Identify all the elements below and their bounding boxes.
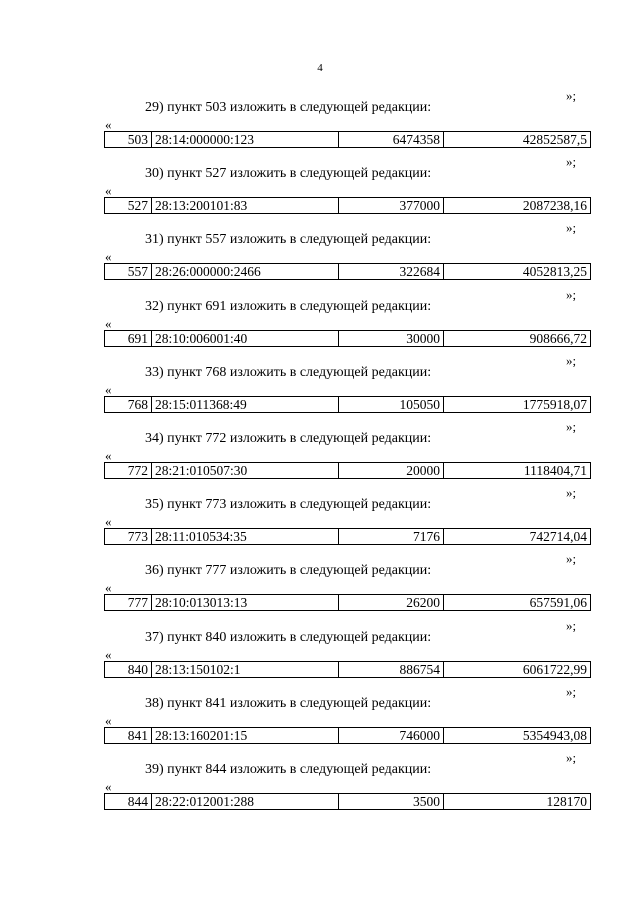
closing-quote: »; (566, 750, 577, 765)
area-cell: 30000 (339, 330, 444, 346)
amendment-table (104, 396, 591, 413)
amendment-item (0, 88, 640, 154)
amendment-table (104, 197, 591, 214)
value-cell: 4052813,25 (444, 264, 591, 280)
amendment-heading: 32) пункт 691 изложить в следующей редакции: (145, 298, 432, 314)
value-cell: 908666,72 (444, 330, 591, 346)
table-row (105, 463, 591, 479)
amendment-item (0, 618, 640, 684)
amendment-heading: 35) пункт 773 изложить в следующей редакции: (145, 497, 432, 513)
value-cell: 42852587,5 (444, 132, 591, 148)
item-number-cell: 840 (105, 661, 152, 677)
cadastral-number-cell: 28:21:010507:30 (152, 463, 339, 479)
amendment-item (0, 485, 640, 551)
opening-quote: « (105, 712, 112, 728)
area-cell: 322684 (339, 264, 444, 280)
closing-quote: »; (566, 683, 577, 699)
closing-quote: »; (566, 352, 577, 368)
value-cell: 657591,06 (444, 595, 591, 611)
page-number: 4 (317, 62, 323, 74)
table-row (105, 132, 591, 148)
table-row (105, 661, 591, 677)
opening-quote: « (105, 646, 112, 662)
table-row (105, 595, 591, 611)
opening-quote: « (105, 381, 112, 397)
item-number-cell: 772 (105, 463, 152, 479)
amendment-table (104, 661, 591, 678)
amendment-item (0, 684, 640, 750)
amendment-table (104, 594, 591, 611)
amendment-item (0, 287, 640, 353)
cadastral-number-cell: 28:13:150102:1 (152, 661, 339, 677)
amendment-heading: 38) пункт 841 изложить в следующей редакции: (145, 695, 432, 711)
cadastral-number-cell: 28:26:000000:2466 (152, 264, 339, 280)
area-cell: 746000 (339, 727, 444, 743)
opening-quote: « (105, 315, 112, 331)
amendment-item (0, 551, 640, 617)
amendment-heading: 36) пункт 777 изложить в следующей редакции: (145, 563, 432, 579)
cadastral-number-cell: 28:13:200101:83 (152, 198, 339, 214)
value-cell: 2087238,16 (444, 198, 591, 214)
area-cell: 886754 (339, 661, 444, 677)
amendment-item (0, 353, 640, 419)
closing-quote: »; (566, 551, 577, 567)
table-row (105, 727, 591, 743)
closing-quote: »; (566, 419, 577, 434)
closing-quote: »; (566, 485, 577, 501)
amendment-heading: 39) пункт 844 изложить в следующей редакции: (145, 762, 432, 777)
closing-quote: »; (566, 154, 577, 170)
area-cell: 26200 (339, 595, 444, 611)
item-number-cell: 844 (105, 794, 152, 810)
cadastral-number-cell: 28:13:160201:15 (152, 727, 339, 743)
opening-quote: « (105, 183, 112, 199)
item-number-cell: 768 (105, 396, 152, 412)
cadastral-number-cell: 28:22:012001:288 (152, 794, 339, 810)
amendment-heading: 33) пункт 768 изложить в следующей редакции: (145, 364, 432, 380)
opening-quote: « (105, 779, 112, 794)
table-row (105, 794, 591, 810)
opening-quote: « (105, 249, 112, 265)
amendment-heading: 29) пункт 503 изложить в следующей редакции: (145, 100, 432, 115)
opening-quote: « (105, 117, 112, 132)
area-cell: 20000 (339, 463, 444, 479)
value-cell: 742714,04 (444, 529, 591, 545)
cadastral-number-cell: 28:14:000000:123 (152, 132, 339, 148)
table-row (105, 198, 591, 214)
closing-quote: »; (566, 617, 577, 633)
amendment-table (104, 263, 591, 280)
area-cell: 377000 (339, 198, 444, 214)
amendment-table (104, 793, 591, 810)
amendment-heading: 31) пункт 557 изложить в следующей редакции: (145, 232, 432, 248)
value-cell: 1118404,71 (444, 463, 591, 479)
opening-quote: « (105, 580, 112, 596)
area-cell: 7176 (339, 529, 444, 545)
item-number-cell: 773 (105, 529, 152, 545)
value-cell: 6061722,99 (444, 661, 591, 677)
area-cell: 105050 (339, 396, 444, 412)
area-cell: 3500 (339, 794, 444, 810)
item-number-cell: 691 (105, 330, 152, 346)
closing-quote: »; (566, 88, 577, 103)
opening-quote: « (105, 448, 112, 463)
amendment-item (0, 154, 640, 220)
value-cell: 128170 (444, 794, 591, 810)
table-row (105, 264, 591, 280)
cadastral-number-cell: 28:10:006001:40 (152, 330, 339, 346)
amendment-heading: 30) пункт 527 изложить в следующей редакции: (145, 166, 432, 182)
amendment-item (0, 419, 640, 485)
table-row (105, 330, 591, 346)
opening-quote: « (105, 514, 112, 530)
table-row (105, 396, 591, 412)
item-number-cell: 527 (105, 198, 152, 214)
amendment-item (0, 750, 640, 816)
item-number-cell: 503 (105, 132, 152, 148)
amendment-table (104, 330, 591, 347)
area-cell: 6474358 (339, 132, 444, 148)
closing-quote: »; (566, 220, 577, 236)
amendment-item (0, 220, 640, 286)
amendment-table (104, 131, 591, 148)
item-number-cell: 557 (105, 264, 152, 280)
value-cell: 1775918,07 (444, 396, 591, 412)
cadastral-number-cell: 28:15:011368:49 (152, 396, 339, 412)
cadastral-number-cell: 28:11:010534:35 (152, 529, 339, 545)
amendment-table (104, 462, 591, 479)
item-number-cell: 777 (105, 595, 152, 611)
cadastral-number-cell: 28:10:013013:13 (152, 595, 339, 611)
amendment-heading: 34) пункт 772 изложить в следующей редакции: (145, 431, 432, 446)
amendment-table (104, 528, 591, 545)
table-row (105, 529, 591, 545)
amendment-table (104, 727, 591, 744)
closing-quote: »; (566, 286, 577, 302)
item-number-cell: 841 (105, 727, 152, 743)
amendment-heading: 37) пункт 840 изложить в следующей редакции: (145, 629, 432, 645)
value-cell: 5354943,08 (444, 727, 591, 743)
